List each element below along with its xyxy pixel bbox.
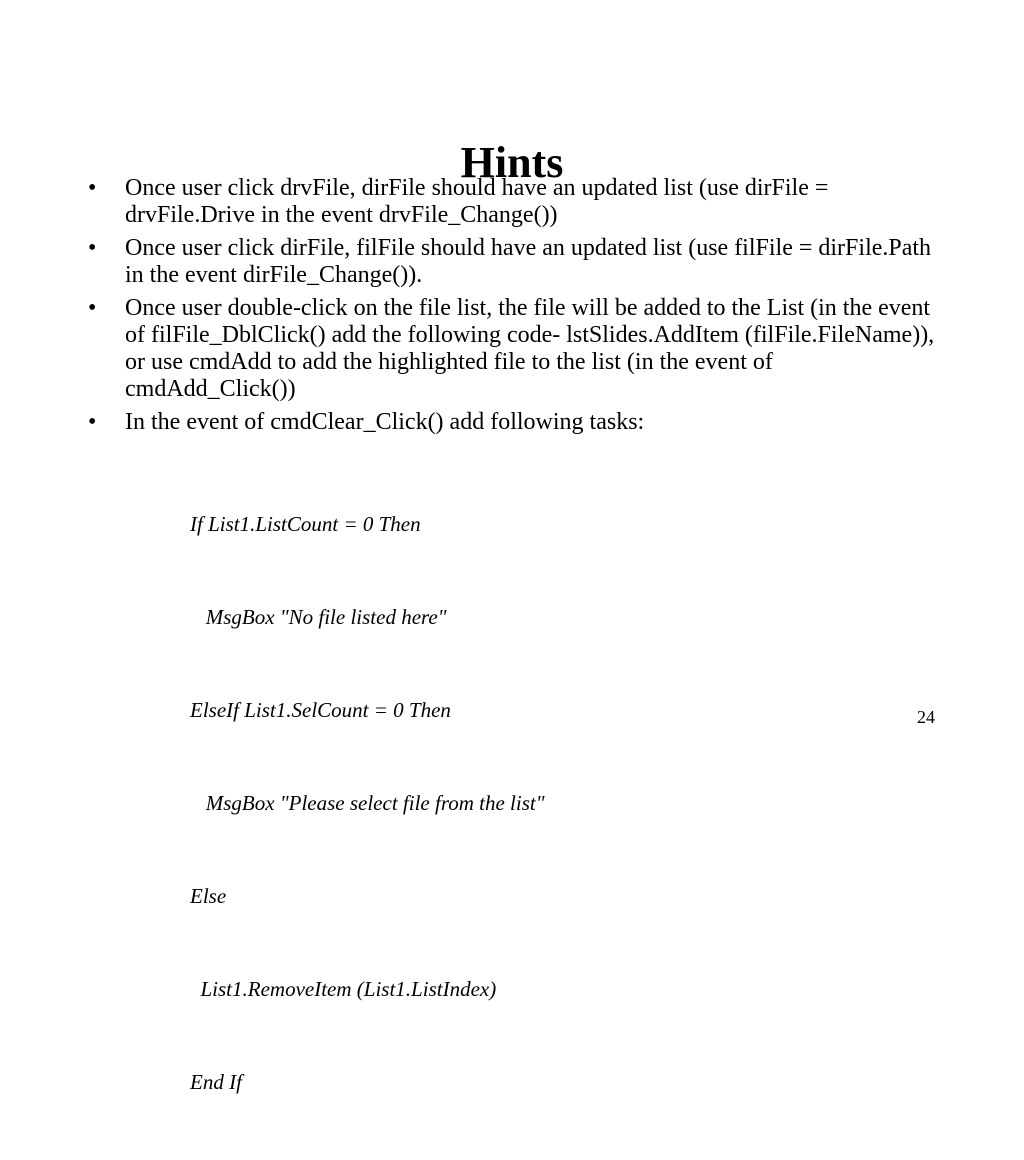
slide-title: Hints — [460, 138, 564, 188]
bullet-marker: • — [88, 175, 97, 201]
bullet-marker: • — [88, 295, 97, 321]
code-line: List1.RemoveItem (List1.ListIndex) — [190, 977, 497, 1001]
bullet-text: Once user click dirFile, filFile should have an updated list (use filFile = dirFile.Path in the event dirFile_Change()). — [125, 235, 932, 288]
code-line: ElseIf List1.SelCount = 0 Then — [190, 698, 451, 722]
bullet-item — [88, 409, 948, 436]
code-line: Else — [190, 884, 227, 908]
page-number: 24 — [917, 707, 935, 727]
bullet-text: In the event of cmdClear_Click() add following tasks: — [125, 409, 645, 435]
bullet-item — [88, 235, 948, 289]
code-line: End If — [190, 1070, 242, 1094]
bullet-marker: • — [88, 409, 97, 435]
bullet-item — [88, 295, 948, 403]
code-line: MsgBox "Please select file from the list" — [190, 791, 545, 815]
bullet-text: Once user double-click on the file list, the file will be added to the List (in the event of filFile_DblClick() add the following code- lstSlides.AddItem (filFile.FileName)), or use cmdAdd to add the highlighted file to the list (in the event of cmdAdd_Click()) — [125, 295, 935, 402]
code-snippet — [190, 447, 545, 1160]
code-line: MsgBox "No file listed here" — [190, 605, 447, 629]
bullet-item — [88, 175, 948, 229]
code-line: If List1.ListCount = 0 Then — [190, 512, 421, 536]
hint-bullet-list — [88, 175, 948, 442]
bullet-marker: • — [88, 235, 97, 261]
bullet-text: Once user click drvFile, dirFile should have an updated list (use dirFile = drvFile.Drive in the event drvFile_Change()) — [125, 175, 829, 228]
